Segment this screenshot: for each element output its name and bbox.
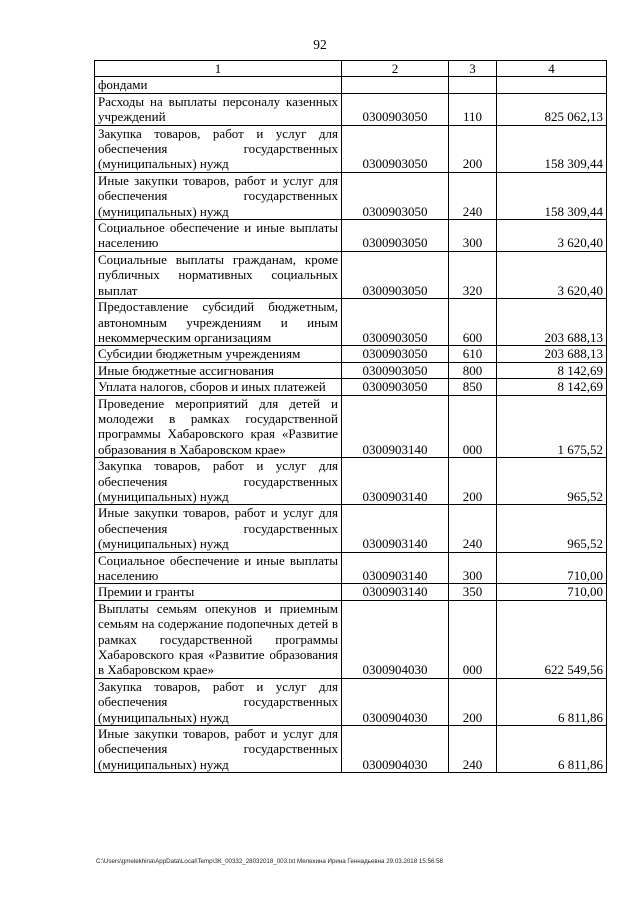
table-row [95,678,607,725]
row-kind-cell: 000 [449,395,497,458]
row-code-cell: 0300903050 [342,251,449,298]
row-amount-cell: 158 309,44 [497,125,607,172]
table-row [95,505,607,552]
row-name-cell: фондами [95,77,342,93]
row-kind-cell: 240 [449,726,497,773]
row-amount-cell: 710,00 [497,584,607,600]
table-row [95,552,607,584]
row-code-cell: 0300903140 [342,505,449,552]
row-kind-cell: 000 [449,600,497,678]
page-number: 92 [313,37,327,52]
row-name-cell: Уплата налогов, сборов и иных платежей [95,379,342,395]
row-name-cell: Иные бюджетные ассигнования [95,362,342,378]
table-row [95,172,607,219]
row-code-cell: 0300903050 [342,379,449,395]
row-name-cell: Социальные выплаты гражданам, кроме публичных нормативных социальных выплат [95,251,342,298]
row-name-cell: Расходы на выплаты персоналу казенных учреждений [95,93,342,125]
row-amount-cell: 622 549,56 [497,600,607,678]
header-row [95,61,607,77]
header-col-1: 1 [95,61,342,77]
row-code-cell: 0300903140 [342,552,449,584]
row-kind-cell: 800 [449,362,497,378]
row-amount-cell: 965,52 [497,458,607,505]
header-col-4: 4 [497,61,607,77]
table-row [95,395,607,458]
row-kind-cell: 610 [449,346,497,362]
row-amount-cell: 3 620,40 [497,251,607,298]
header-col-2: 2 [342,61,449,77]
row-code-cell: 0300903050 [342,220,449,252]
row-code-cell: 0300904030 [342,678,449,725]
row-amount-cell: 1 675,52 [497,395,607,458]
row-amount-cell: 203 688,13 [497,346,607,362]
row-code-cell: 0300903140 [342,584,449,600]
table-row [95,77,607,93]
row-kind-cell: 240 [449,505,497,552]
row-name-cell: Социальное обеспечение и иные выплаты населению [95,220,342,252]
row-kind-cell: 200 [449,678,497,725]
table-row [95,584,607,600]
row-code-cell: 0300904030 [342,600,449,678]
budget-table [94,60,607,773]
row-amount-cell: 158 309,44 [497,172,607,219]
row-name-cell: Выплаты семьям опекунов и приемным семьям на содержание подопечных детей в рамках государственной программы Хабаровского края «Развитие образования в Хабаровском крае» [95,600,342,678]
row-code-cell: 0300903050 [342,172,449,219]
row-kind-cell: 600 [449,299,497,346]
row-amount-cell: 965,52 [497,505,607,552]
row-code-cell: 0300903050 [342,362,449,378]
row-amount-cell: 825 062,13 [497,93,607,125]
row-code-cell: 0300903050 [342,125,449,172]
row-kind-cell: 300 [449,552,497,584]
row-code-cell: 0300903140 [342,458,449,505]
row-kind-cell: 850 [449,379,497,395]
row-amount-cell: 8 142,69 [497,379,607,395]
row-name-cell: Иные закупки товаров, работ и услуг для обеспечения государственных (муниципальных) нужд [95,726,342,773]
row-kind-cell: 320 [449,251,497,298]
row-amount-cell: 6 811,86 [497,726,607,773]
row-amount-cell: 6 811,86 [497,678,607,725]
table-row [95,346,607,362]
row-amount-cell: 710,00 [497,552,607,584]
row-name-cell: Иные закупки товаров, работ и услуг для обеспечения государственных (муниципальных) нужд [95,172,342,219]
row-code-cell [342,77,449,93]
row-amount-cell: 203 688,13 [497,299,607,346]
row-code-cell: 0300904030 [342,726,449,773]
row-name-cell: Премии и гранты [95,584,342,600]
header-col-3: 3 [449,61,497,77]
row-kind-cell: 200 [449,458,497,505]
row-kind-cell: 350 [449,584,497,600]
table-row [95,93,607,125]
row-kind-cell: 300 [449,220,497,252]
row-name-cell: Закупка товаров, работ и услуг для обеспечения государственных (муниципальных) нужд [95,458,342,505]
row-kind-cell: 200 [449,125,497,172]
table-row [95,220,607,252]
row-amount-cell: 3 620,40 [497,220,607,252]
row-kind-cell: 110 [449,93,497,125]
row-name-cell: Иные закупки товаров, работ и услуг для обеспечения государственных (муниципальных) нужд [95,505,342,552]
table-row [95,299,607,346]
row-kind-cell [449,77,497,93]
table-row [95,379,607,395]
table-row [95,251,607,298]
row-name-cell: Предоставление субсидий бюджетным, автономным учреждениям и иным некоммерческим организациям [95,299,342,346]
row-code-cell: 0300903050 [342,299,449,346]
table-body [95,77,607,773]
table-row [95,726,607,773]
table-row [95,600,607,678]
row-amount-cell: 8 142,69 [497,362,607,378]
row-code-cell: 0300903140 [342,395,449,458]
row-name-cell: Субсидии бюджетным учреждениям [95,346,342,362]
row-amount-cell [497,77,607,93]
row-code-cell: 0300903050 [342,93,449,125]
row-code-cell: 0300903050 [342,346,449,362]
row-name-cell: Социальное обеспечение и иные выплаты населению [95,552,342,584]
table-row [95,458,607,505]
row-name-cell: Проведение мероприятий для детей и молодежи в рамках государственной программы Хабаровского края «Развитие образования в Хабаровском крае» [95,395,342,458]
row-name-cell: Закупка товаров, работ и услуг для обеспечения государственных (муниципальных) нужд [95,125,342,172]
table-row [95,125,607,172]
row-kind-cell: 240 [449,172,497,219]
table-row [95,362,607,378]
row-name-cell: Закупка товаров, работ и услуг для обеспечения государственных (муниципальных) нужд [95,678,342,725]
footer-file-path: C:\Users\gmelekhina\AppData\Local\Temp\ЗК_00332_28032018_003.txt Мелехина Ирина Геннадьевна 29.03.2018 15:56:58 [96,858,443,865]
